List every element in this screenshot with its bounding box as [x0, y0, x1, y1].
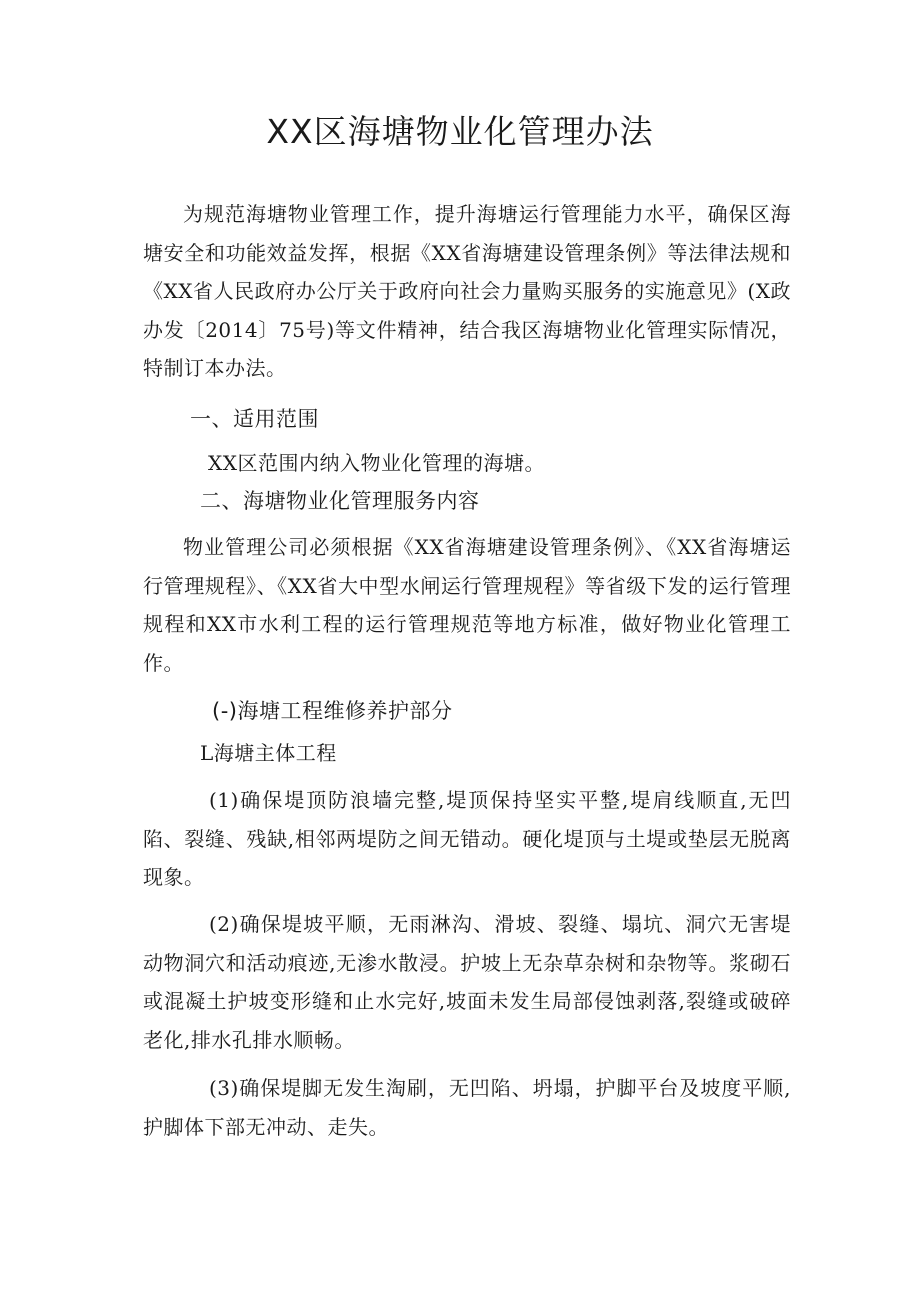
- subsection-heading-maintenance: (-)海塘工程维修养护部分: [212, 699, 453, 723]
- item-main-works: L海塘主体工程: [200, 741, 337, 765]
- item-2-paragraph: (2)确保堤坡平顺，无雨淋沟、滑坡、裂缝、塌坑、洞穴无害堤动物洞穴和活动痕迹,无渗水散浸。护坡上无杂草杂树和杂物等。浆砌石或混凝土护坡变形缝和止水完好,坡面未发生局部侵蚀剥落,裂缝或破碎老化,排水孔排水顺畅。: [143, 912, 791, 1052]
- item-3-paragraph: (3)确保堤脚无发生淘刷，无凹陷、坍塌，护脚平台及坡度平顺,护脚体下部无冲动、走失。: [143, 1076, 791, 1139]
- item-1-paragraph: (1)确保堤顶防浪墙完整,堤顶保持坚实平整,堤肩线顺直,无凹陷、裂缝、残缺,相邻两堤防之间无错动。硬化堤顶与土堤或垫层无脱离现象。: [143, 788, 791, 889]
- scope-text: XX区范围内纳入物业化管理的海塘。: [208, 451, 545, 475]
- document-title: XX区海塘物业化管理办法: [266, 112, 654, 151]
- section-heading-scope: 一、适用范围: [190, 407, 319, 431]
- section-heading-service-content: 二、海塘物业化管理服务内容: [200, 489, 480, 513]
- intro-paragraph: 为规范海塘物业管理工作，提升海塘运行管理能力水平，确保区海塘安全和功能效益发挥，根据《XX省海塘建设管理条例》等法律法规和《XX省人民政府办公厅关于政府向社会力量购买服务的实施意见》(X政办发〔2014〕75号)等文件精神，结合我区海塘物业化管理实际情况，特制订本办法。: [143, 202, 791, 380]
- service-content-paragraph: 物业管理公司必须根据《XX省海塘建设管理条例》、《XX省海塘运行管理规程》、《XX省大中型水闸运行管理规程》等省级下发的运行管理规程和XX市水利工程的运行管理规范等地方标准，做好物业化管理工作。: [143, 535, 791, 675]
